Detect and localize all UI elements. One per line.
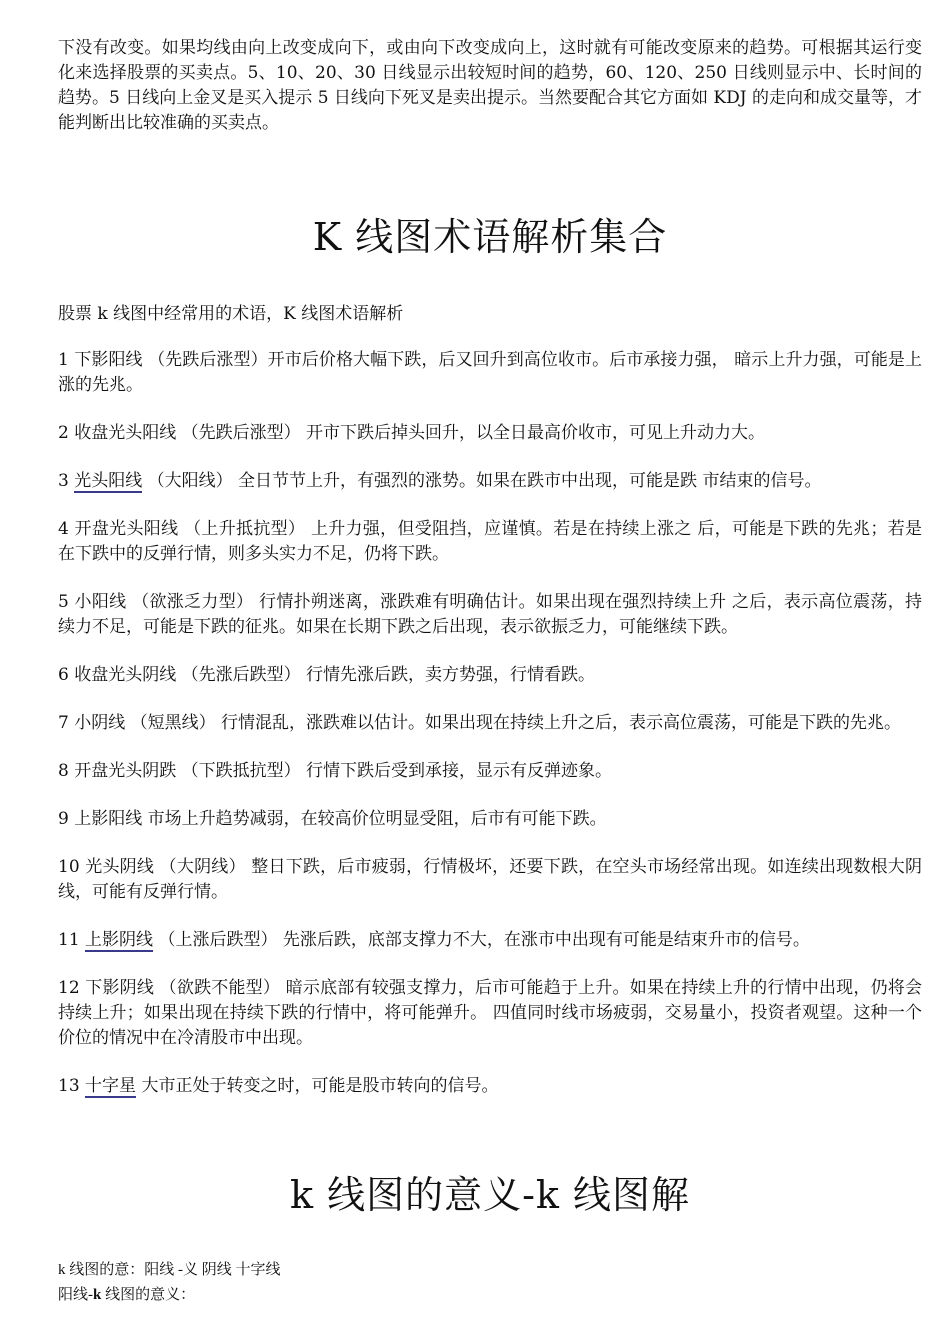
term-description: （上涨后跌型） 先涨后跌，底部支撑力不大，在涨市中出现有可能是结束升市的信号。 [153,930,810,950]
intro-text: 下没有改变。如果均线由向上改变成向下，或由向下改变成向上，这时就有可能改变原来的趋势。可根据其运行变化来选择股票的买卖点。5、10、20、30 日线显示出较短时间的趋势，60、120、250 日线则显示中、长时间的趋势。5 日线向上金叉是买入提示 5 日线向下死叉是卖出提示。当然要配合其它方面如 KDJ 的走向和成交量等，才能判断出比较准确的买卖点。 [58,38,922,133]
term-number: 10 [58,857,80,877]
term-description: （短黑线） 行情混乱，涨跌难以估计。如果出现在持续上升之后，表示高位震荡，可能是下跌的先兆。 [125,713,902,733]
term-number: 2 [58,423,69,443]
meaning-line-2-bold-k: k [93,1287,102,1303]
term-item [58,590,922,640]
section-title-k-line-terms: K 线图术语解析集合 [312,215,668,259]
term-number: 6 [58,665,69,685]
term-number: 13 [58,1076,80,1096]
term-description: （先跌后涨型）开市后价格大幅下跌，后又回升到高位收市。后市承接力强， 暗示上升力强，可能是上涨的先兆。 [58,350,922,395]
term-link-shangying-yinxian[interactable]: 上影阴线 [85,930,154,950]
section2-body [58,1258,922,1308]
term-description: （欲涨乏力型） 行情扑朔迷离，涨跌难有明确估计。如果出现在强烈持续上升 之后，表示高位震荡，持续力不足，可能是下跌的征兆。如果在长期下跌之后出现，表示欲振乏力，可能继续下跌。 [58,592,923,637]
term-name: 开盘光头阴跌 [74,761,177,781]
term-description: 市场上升趋势减弱，在较高价位明显受阻，后市有可能下跌。 [142,809,607,829]
term-item [58,348,922,398]
term-item [58,855,922,905]
term-number: 4 [58,519,69,539]
term-item [58,1074,922,1099]
term-link-guangtou-yangxian[interactable]: 光头阳线 [74,471,143,491]
term-name: 收盘光头阴线 [74,665,177,685]
term-item [58,976,922,1051]
meaning-line-2-prefix: 阳线- [58,1287,93,1303]
meaning-line-2 [58,1283,922,1308]
term-name: 下影阳线 [74,350,143,370]
term-number: 11 [58,930,80,950]
term-item [58,711,922,736]
term-description: （先涨后跌型） 行情先涨后跌，卖方势强，行情看跌。 [176,665,596,685]
meaning-line-2-suffix: 线图的意义： [101,1287,196,1303]
term-name: 开盘光头阳线 [74,519,179,539]
term-name: 光头阴线 [85,857,155,877]
term-number: 9 [58,809,69,829]
intro-paragraph [58,36,922,136]
term-number: 12 [58,978,80,998]
term-description: （先跌后涨型） 开市下跌后掉头回升，以全日最高价收市，可见上升动力大。 [176,423,766,443]
term-name: 下影阴线 [85,978,155,998]
subtitle-text: 股票 k 线图中经常用的术语，K 线图术语解析 [58,304,404,324]
term-name: 上影阳线 [74,809,143,829]
term-number: 7 [58,713,69,733]
term-description: （上升抵抗型） 上升力强，但受阻挡，应谨慎。若是在持续上涨之 后，可能是下跌的先兆；若是在下跌中的反弹行情，则多头实力不足，仍将下跌。 [58,519,923,564]
term-name: 小阳线 [74,592,127,612]
term-description: 大市正处于转变之时，可能是股市转向的信号。 [136,1076,499,1096]
term-item [58,469,922,494]
term-item [58,759,922,784]
term-name: 收盘光头阳线 [74,423,177,443]
term-name: 小阴线 [74,713,126,733]
section-subtitle [58,302,922,327]
meaning-line-1: k 线图的意：阳线 -义 阴线 十字线 [58,1262,281,1278]
term-number: 3 [58,471,69,491]
term-description: （下跌抵抗型） 行情下跌后受到承接，显示有反弹迹象。 [176,761,613,781]
section-title-k-line-meaning: k 线图的意义-k 线图解 [289,1173,691,1217]
term-number: 8 [58,761,69,781]
term-item [58,807,922,832]
terms-list [58,348,922,1122]
term-description: （大阴线） 整日下跌，后市疲弱，行情极坏，还要下跌，在空头市场经常出现。如连续出现数根大阴线，可能有反弹行情。 [58,857,922,902]
term-item [58,421,922,446]
term-description: （大阳线） 全日节节上升，有强烈的涨势。如果在跌市中出现，可能是跌 市结束的信号。 [142,471,822,491]
term-item [58,517,922,567]
term-item [58,928,922,953]
term-link-shizixing[interactable]: 十字星 [85,1076,137,1096]
term-number: 1 [58,350,69,370]
term-description: （欲跌不能型） 暗示底部有较强支撑力，后市可能趋于上升。如果在持续上升的行情中出现，仍将会持续上升；如果出现在持续下跌的行情中，将可能弹升。 四值同时线市场疲弱，交易量小，投资者观望。这种一个价位的情况中在冷清股市中出现。 [58,978,922,1048]
term-item [58,663,922,688]
term-number: 5 [58,592,69,612]
